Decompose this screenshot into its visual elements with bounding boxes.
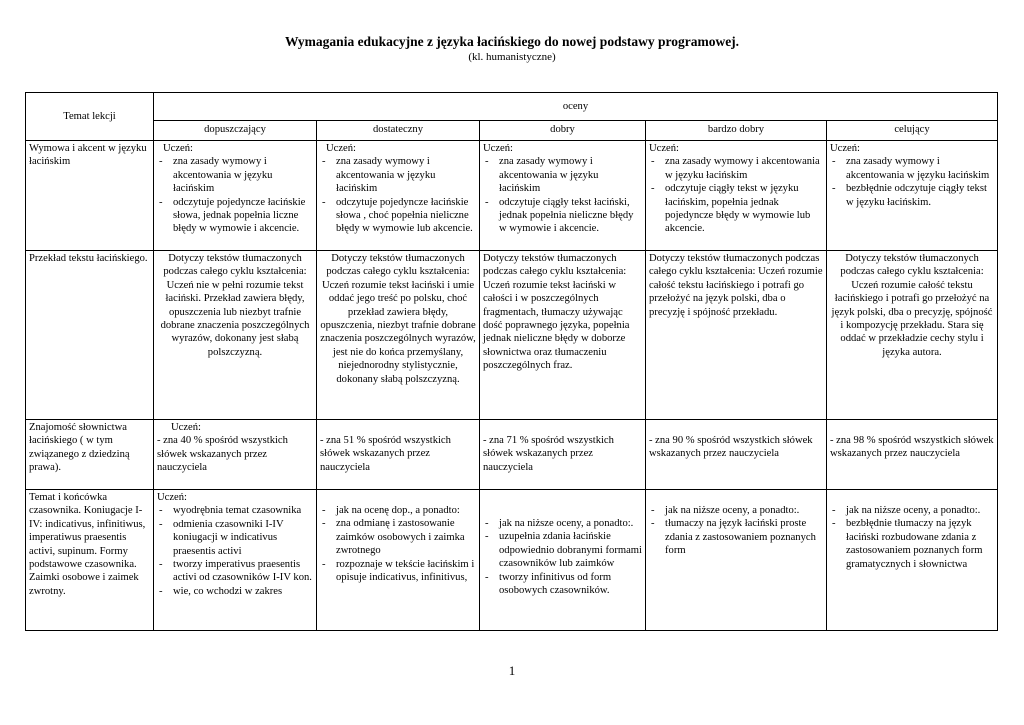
table-cell: - zna 71 % spośród wszystkich słówek wskazanych przez nauczyciela — [480, 420, 646, 490]
list-item: - jak na niższe oceny, a ponadto:. — [483, 517, 642, 530]
list-item: - uzupełnia zdania łacińskie odpowiednio dobranymi formami czasowników lub zaimków — [483, 530, 642, 570]
list-item: - bezbłędnie odczytuje ciągły tekst w języku łacińskim. — [830, 182, 994, 209]
table-cell: Uczeń: - zna zasady wymowy i akcentowania w języku łacińskim - odczytuje ciągły tekst łaciński, jednak popełnia nieliczne błędy w wymowie i akcencie. — [480, 141, 646, 251]
list-item: - bezbłędnie tłumaczy na język łaciński rozbudowane zdania z zastosowaniem poznanych form gramatycznych i słownictwa — [830, 517, 994, 571]
table-cell — [646, 490, 827, 631]
list-item: - odczytuje ciągły tekst łaciński, jednak popełnia nieliczne błędy w wymowie i akcencie. — [483, 196, 642, 236]
list-item: - zna zasady wymowy i akcentowania w języku łacińskim — [483, 155, 642, 195]
row-topic: Przekład tekstu łacińskiego. — [26, 251, 154, 420]
list-item: - zna zasady wymowy i akcentowania w języku łacińskim — [157, 155, 313, 195]
table-cell: Uczeń: - zna zasady wymowy i akcentowania w języku łacińskim - odczytuje ciągły tekst w języku łacińskim, popełnia jednak pojedyncze błędy w wymowie lub akcencie. — [646, 141, 827, 251]
document-title: Wymagania edukacyjne z języka łacińskiego do nowej podstawy programowej. — [284, 34, 740, 49]
list-item: - tłumaczy na język łaciński proste zdania z zastosowaniem poznanych form — [649, 517, 823, 557]
list-item: - tworzy imperativus praesentis activi od czasowników I-IV kon. — [157, 558, 313, 585]
list-item: - jak na niższe oceny, a ponadto:. — [830, 504, 994, 517]
list-item: - zna odmianę i zastosowanie zaimków osobowych i zaimka zwrotnego — [320, 517, 476, 557]
row-topic: Znajomość słownictwa łacińskiego ( w tym związanego z dziedziną prawa). — [26, 420, 154, 490]
table-row — [26, 251, 998, 420]
header-grade-2: dostateczny — [317, 121, 480, 141]
list-item: - wyodrębnia temat czasownika — [157, 504, 313, 517]
list-item: - zna zasady wymowy i akcentowania w języku łacińskim — [320, 155, 476, 195]
header-grades-group: oceny — [154, 93, 998, 121]
list-item: - odmienia czasowniki I-IV koniugacji w indicativus praesentis activi — [157, 518, 313, 558]
table-cell: Uczeń: - zna zasady wymowy i akcentowania w języku łacińskim - odczytuje pojedyncze łacińskie słowa, jednak popełnia liczne błędy w wymowie i akcencie. — [154, 141, 317, 251]
table-cell — [317, 490, 480, 631]
table-cell: Uczeń: - zna 40 % spośród wszystkich słówek wskazanych przez nauczyciela — [154, 420, 317, 490]
header-grade-1: dopuszczający — [154, 121, 317, 141]
requirements-table — [25, 92, 998, 631]
row-topic: Temat i końcówka czasownika. Koniugacje I-IV: indicativus, infinitiwus, imperatiwus praesentis activi, supinum. Formy podstawowe czasownika. Zaimki osobowe i zaimek zwrotny. — [26, 490, 154, 631]
header-grade-3: dobry — [480, 121, 646, 141]
header-grade-4: bardzo dobry — [646, 121, 827, 141]
list-item: - jak na niższe oceny, a ponadto:. — [649, 504, 823, 517]
header-grade-5: celujący — [827, 121, 998, 141]
list-item: - jak na ocenę dop., a ponadto: — [320, 504, 476, 517]
list-item: - wie, co wchodzi w zakres — [157, 585, 313, 598]
table-cell: Dotyczy tekstów tłumaczonych podczas całego cyklu kształcenia: Uczeń rozumie całość tekstu łacińskiego i potrafi go przełożyć na język polski, dba o precyzję i spójność przekładu. — [646, 251, 827, 420]
row-topic: Wymowa i akcent w języku łacińskim — [26, 141, 154, 251]
table-cell: Uczeń: - wyodrębnia temat czasownika - odmienia czasowniki I-IV koniugacji w indicativus praesentis activi - tworzy imperativus praesentis activi od czasowników I-IV kon. - wie, co wchodzi w zakres — [154, 490, 317, 631]
document-subtitle: (kl. humanistyczne) — [468, 51, 556, 63]
table-row — [26, 141, 998, 251]
table-cell — [480, 490, 646, 631]
table-cell: Uczeń: - zna zasady wymowy i akcentowania w języku łacińskim - bezbłędnie odczytuje ciągły tekst w języku łacińskim. — [827, 141, 998, 251]
table-row — [26, 490, 998, 631]
list-item: - odczytuje ciągły tekst w języku łacińskim, popełnia jednak pojedyncze błędy w wymowie lub akcencie. — [649, 182, 823, 236]
table-cell: Dotyczy tekstów tłumaczonych podczas całego cyklu kształcenia: Uczeń nie w pełni rozumie tekst łaciński. Przekład zawiera błędy, opuszczenia lub niezbyt trafnie dobrane znaczenia poszczególnych wyrazów, dokonany jest słabą polszczyzną. — [154, 251, 317, 420]
table-cell: Dotyczy tekstów tłumaczonych podczas całego cyklu kształcenia: Uczeń rozumie całość tekstu łacińskiego i potrafi go przełożyć na język polski, dba o precyzję, spójność i kompozycję przekładu. Stara się oddać w przekładzie cechy stylu i języka autora. — [827, 251, 998, 420]
table-cell: - zna 90 % spośród wszystkich słówek wskazanych przez nauczyciela — [646, 420, 827, 490]
list-item: - zna zasady wymowy i akcentowania w języku łacińskim — [649, 155, 823, 182]
list-item: - tworzy infinitivus od form osobowych czasowników. — [483, 571, 642, 598]
list-item: - zna zasady wymowy i akcentowania w języku łacińskim — [830, 155, 994, 182]
table-cell: Uczeń: - zna zasady wymowy i akcentowania w języku łacińskim - odczytuje pojedyncze łacińskie słowa , choć popełnia nieliczne błędy w wymowie lub akcencie. — [317, 141, 480, 251]
list-item: - rozpoznaje w tekście łacińskim i opisuje indicativus, infinitivus, — [320, 558, 476, 585]
page-number: 1 — [508, 663, 516, 678]
table-cell: Dotyczy tekstów tłumaczonych podczas całego cyklu kształcenia: Uczeń rozumie tekst łaciński w całości i w poszczególnych fragmentach, tłumaczy używając dość poprawnego języka, popełnia jednak nieliczne błędy w doborze słownictwa oraz tłumaczeniu poszczególnych fraz. — [480, 251, 646, 420]
table-row — [26, 420, 998, 490]
table-cell: - zna 51 % spośród wszystkich słówek wskazanych przez nauczyciela — [317, 420, 480, 490]
table-cell: Dotyczy tekstów tłumaczonych podczas całego cyklu kształcenia: Uczeń rozumie tekst łaciński i umie oddać jego treść po polsku, choć przekład zawiera błędy, opuszczenia, niezbyt trafnie dobrane znaczenia poszczególnych wyrazów, jest nie do końca przemyślany, niejednorodny stylistycznie, dokonany słabą polszczyzną. — [317, 251, 480, 420]
header-topic: Temat lekcji — [26, 93, 154, 141]
list-item: - odczytuje pojedyncze łacińskie słowa , choć popełnia nieliczne błędy w wymowie lub akcencie. — [320, 196, 476, 236]
list-item: - odczytuje pojedyncze łacińskie słowa, jednak popełnia liczne błędy w wymowie i akcencie. — [157, 196, 313, 236]
table-cell — [827, 490, 998, 631]
table-cell: - zna 98 % spośród wszystkich słówek wskazanych przez nauczyciela — [827, 420, 998, 490]
